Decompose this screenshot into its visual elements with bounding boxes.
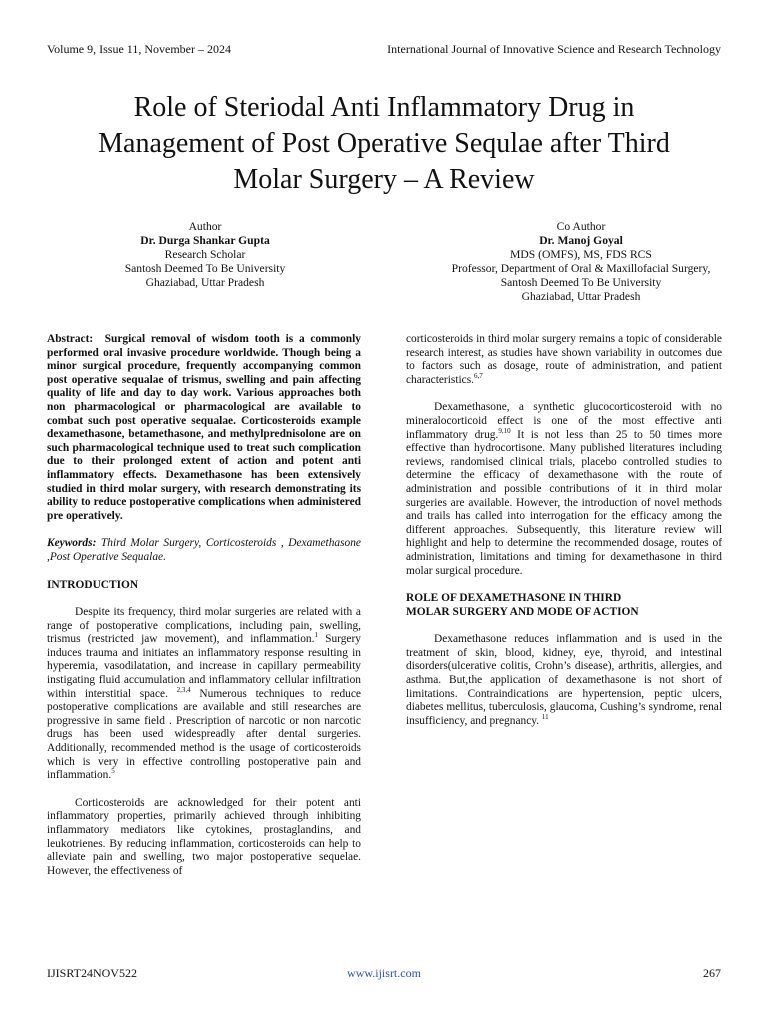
citation: 11 [541,713,549,722]
coauthor-affiliation: Santosh Deemed To Be University [500,276,662,289]
intro-paragraph: Despite its frequency, third molar surgeries are related with a range of postoperative complications, including pain, swelling, trismus (restricted jaw movement), and inflammation.$^1$ Surgery induces trauma and initiates an inflammatory response resulting in hyperemia, vasodilatation, and increase in capillary permeability instigating fluid accumulation and inflammatory cellular infiltration within interstitial space. $^{2,3,4}$ Numerous techniques to reduce postoperative complications are available and still researches are progressive in same field . Prescription of narcotic or non narcotic drugs has been used widespreadly after dental surgeries. Additionally, recommended method is the usage of corticosteroids which is very in effective controlling postoperative pain and inflammation.$^5$ [47,606,361,782]
section-paragraph: Dexamethasone reduces inflammation and is used in the treatment of skin, blood, kidney, eye, thyroid, and intestinal disorders(ulcerative colitis, Crohn’s disease), arthritis, allergies, and asthma. But,the application of dexamethasone is not short of limitations. Contraindications are hypertension, peptic ulcers, diabetes mellitus, tuberculosis, glaucoma, Cushing’s syndrome, renal insufficiency, and pregnancy. $^{11}$ [406,633,722,727]
intro-paragraph: Corticosteroids are acknowledged for their potent anti inflammatory properties, primarily achieved through inhibiting inflammatory mediators like cytokines, prostaglandins, and leukotrienes. By reducing inflammation, corticosteroids can help to alleviate pain and swelling, two major postoperative sequelae. However, the effectiveness of [47,796,361,877]
left-column [47,333,361,878]
journal-website-link[interactable]: www.ijisrt.com [347,966,421,980]
coauthor-affiliation: MDS (OMFS), MS, FDS RCS [510,248,652,261]
paper-title [40,90,728,198]
coauthor-block [398,220,764,304]
keywords-label: Keywords: [47,537,97,550]
running-header [47,42,721,58]
coauthor-role: Co Author [556,220,606,233]
section-heading-dexamethasone: ROLE OF DEXAMETHASONE IN THIRD MOLAR SURGERY AND MODE OF ACTION [406,592,639,618]
abstract-text: Surgical removal of wisdom tooth is a commonly performed oral invasive procedure worldwide. Though being a minor surgical procedure, frequently accompanying common post operative sequalae of trismus, swelling and pain affecting quality of life and day to day work. Various approaches both non pharmacological or pharmacological are available to combat such post operative sequalae. Corticosteroids example dexamethasone, betamethasone, and methylprednisolone are on such pharmacological technique used to treat such complication due to their prolonged extent of action and potent anti inflammatory effects. Dexamethasone has been extensively studied in third molar surgery, with research demonstrating its ability to reduce postoperative complications when administered pre operatively. [47,333,361,522]
title-line: Molar Surgery – A Review [233,164,535,195]
keywords-text: Third Molar Surgery, Corticosteroids , Dexamethasone ,Post Operative Sequalae. [47,537,361,563]
author-block [40,220,370,290]
coauthor-name: Dr. Manoj Goyal [539,234,623,247]
paper-id: IJISRT24NOV522 [47,966,137,980]
keywords [47,537,361,564]
section-heading-introduction: INTRODUCTION [47,578,139,591]
abstract [47,333,361,523]
volume-info: Volume 9, Issue 11, November – 2024 [47,42,231,56]
author-affiliation: Ghaziabad, Uttar Pradesh [145,276,265,289]
author-name: Dr. Durga Shankar Gupta [140,234,270,247]
author-affiliation: Research Scholar [164,248,246,261]
citation: 9,10 [498,426,511,435]
running-footer [47,966,721,982]
citation: 2,3,4 [176,685,191,694]
abstract-label: Abstract: [47,333,94,345]
intro-paragraph-continued: corticosteroids in third molar surgery remains a topic of considerable research interest, as studies have shown variability in outcomes due to factors such as dosage, route of administration, and patient characteristics.$^{6,7}$ [406,333,722,386]
citation: 1 [314,631,318,640]
title-line: Management of Post Operative Sequlae after Third [98,128,670,159]
coauthor-affiliation: Ghaziabad, Uttar Pradesh [521,290,641,303]
intro-paragraph: Dexamethasone, a synthetic glucocorticosteroid with no mineralocorticoid effect is one of the most effective anti inflammatory drug.$^{9,10}$ It is not less than 25 to 50 times more effective than hydrocortisone. Many published literatures including reviews, randomised clinical trials, placebo controlled studies to determine the efficacy of dexamethasone with the route of administration and possible contributions of it in third molar surgeries are available. However, the introduction of novel methods and trails has called into interrogation for the efficacy among the different approaches. Subsequently, this literature review will highlight and help to determine the recommended dosage, routes of administration, limitations and timing for dexamethasone in third molar surgical procedure. [406,401,723,577]
title-line: Role of Steriodal Anti Inflammatory Drug in [133,92,635,123]
page-number: 267 [703,966,721,980]
author-role: Author [188,220,222,233]
right-column [406,333,722,728]
author-affiliation: Santosh Deemed To Be University [124,262,286,275]
citation: 5 [111,767,115,776]
journal-name: International Journal of Innovative Science and Research Technology [387,42,721,56]
coauthor-affiliation: Professor, Department of Oral & Maxillofacial Surgery, [451,262,711,275]
citation: 6,7 [474,371,483,380]
